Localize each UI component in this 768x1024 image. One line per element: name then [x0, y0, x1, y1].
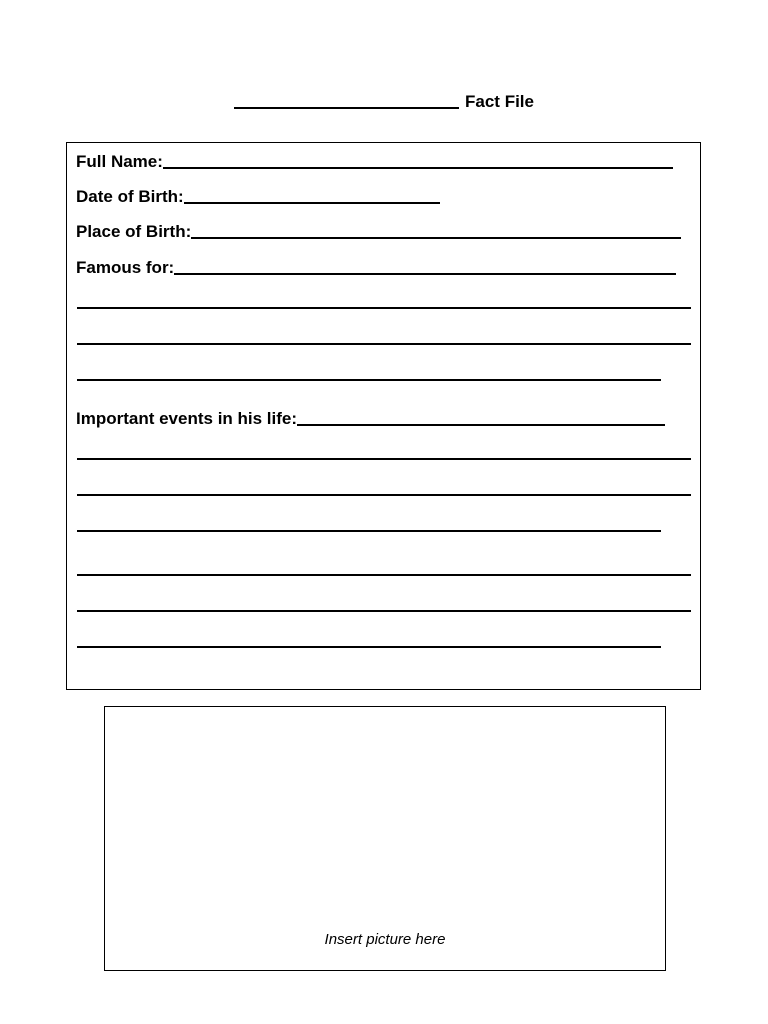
events-line-1[interactable] — [77, 458, 691, 460]
place-of-birth-blank[interactable] — [191, 219, 681, 239]
events-line-5[interactable] — [77, 610, 691, 612]
famous-for-label: Famous for: — [76, 258, 175, 277]
place-of-birth-label: Place of Birth: — [76, 222, 192, 241]
famous-for-blank[interactable] — [174, 255, 676, 275]
famous-for-line-1[interactable] — [77, 307, 691, 309]
famous-for-row — [76, 254, 676, 278]
famous-for-line-3[interactable] — [77, 379, 661, 381]
full-name-label: Full Name: — [76, 152, 163, 171]
events-line-2[interactable] — [77, 494, 691, 496]
date-of-birth-row — [76, 183, 440, 207]
date-of-birth-blank[interactable] — [184, 184, 440, 204]
full-name-row — [76, 148, 673, 172]
picture-caption: Insert picture here — [324, 931, 446, 948]
events-line-6[interactable] — [77, 646, 661, 648]
page-title-text: Fact File — [465, 92, 534, 111]
date-of-birth-label: Date of Birth: — [76, 187, 184, 206]
events-line-3[interactable] — [77, 530, 661, 532]
title-subject-blank[interactable] — [234, 89, 459, 109]
page-title — [0, 88, 768, 112]
place-of-birth-row — [76, 218, 681, 242]
important-events-row — [76, 405, 665, 429]
important-events-blank[interactable] — [297, 406, 665, 426]
events-line-4[interactable] — [77, 574, 691, 576]
full-name-blank[interactable] — [163, 149, 673, 169]
important-events-label: Important events in his life: — [76, 409, 298, 428]
famous-for-line-2[interactable] — [77, 343, 691, 345]
fact-file-box — [66, 142, 701, 690]
picture-placeholder[interactable] — [104, 706, 666, 971]
